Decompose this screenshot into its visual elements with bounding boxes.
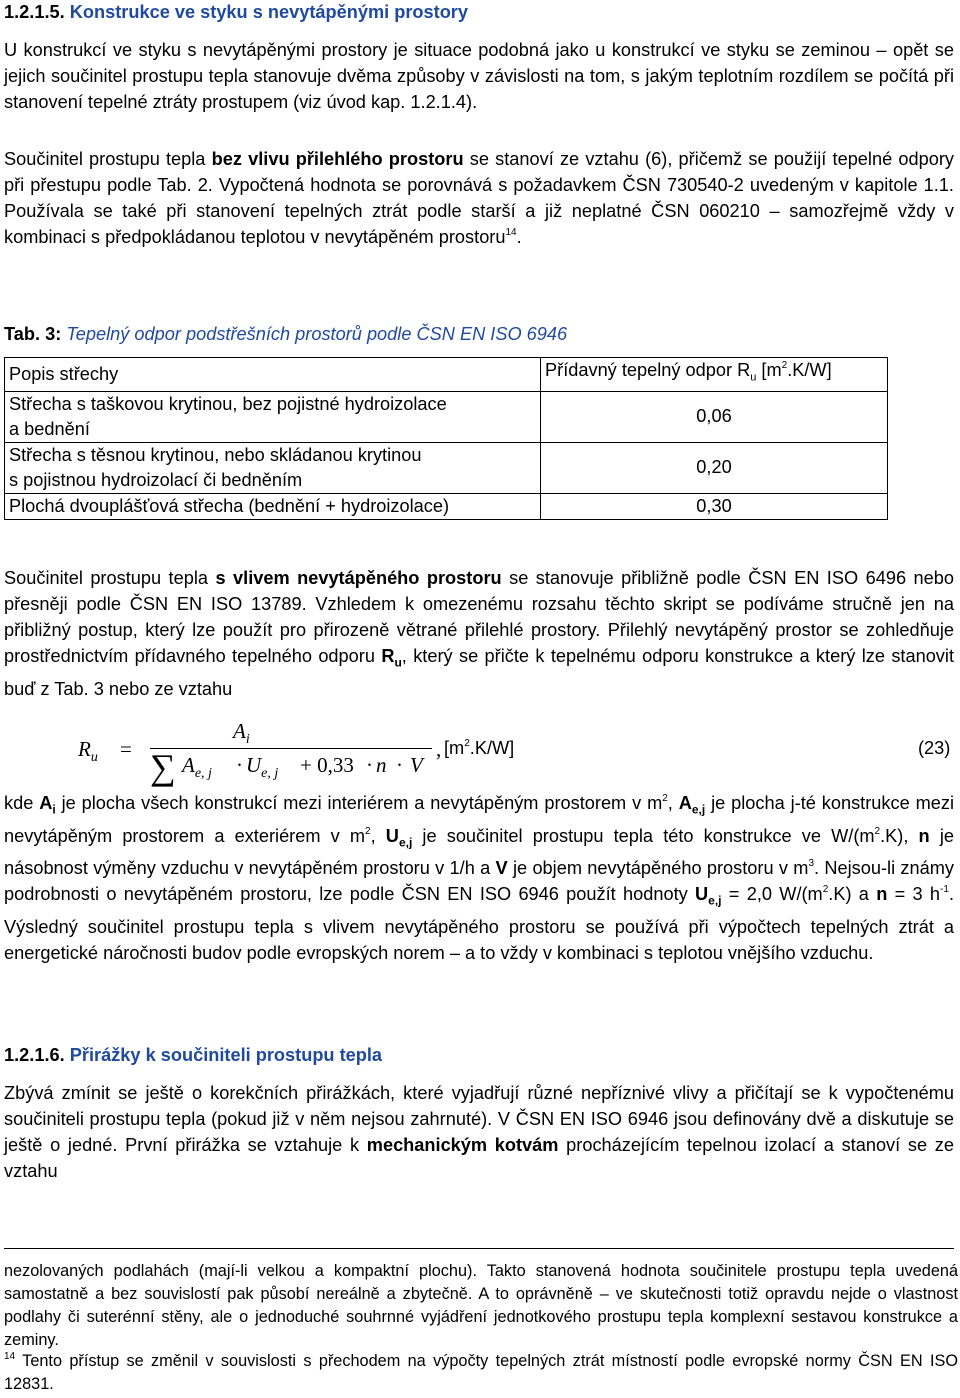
fraction-line [150,748,432,749]
table-header-row [5,358,888,392]
emphasis-bez-vlivu: bez vlivu přilehlého prostoru [211,149,464,169]
footnote-continuation: nezolovaných podlahách (mají-li velkou a kompaktní plochu). Takto stanovená hodnota součinitele prostupu tepla uvedená samostatně a bez souvislostí pak působí nereálně a zbytečně. A to oprávněně – ve skutečnosti totiž opravdu nejde o vlastnost podlahy či suterénní stěny, ale o jednoduché souhrnné vyjádření jednotkového prostupu tepla komplexní sestavou konstrukce a zeminy. [4,1262,958,1349]
formula-unit: $[m^2.K/W]$ [444,737,515,758]
table-label: Tab. 3: [4,324,62,344]
formula-23: $R_u$ = $A_i$ ∑ $A_{e, j}$ · $U_{e, j}$ + 0,33 · n · V , $[m^2.K/W]$ (23) [78,719,951,787]
header-cell-roof: Popis střechy [5,358,541,392]
resistance-value-cell: 0,30 [541,493,888,519]
table-roof-resistance [4,357,888,520]
section-heading-1-2-1-6 [4,1043,382,1067]
paragraph-without-adjacent-space: Součinitel prostupu tepla bez vlivu přilehlého prostoru se stanoví ze vztahu (6), přičemž se použijí tepelné odpory při přestupu podle Tab. 2. Vypočtená hodnota se porovnává s požadavkem ČSN 730540-2 uvedeným v kapitole 1.1. Používala se také při stanovení tepelných ztrát podle starší a již neplatné ČSN 060210 – samozřejmě vždy v kombinaci s předpokládanou teplotou v nevytápěném prostoru$^{14}$. [4,149,954,247]
formula-number: (23) [918,738,951,758]
roof-description-cell: Střecha s taškovou krytinou, bez pojistné hydroizolace a bednění [5,391,541,442]
footnote-ref-14[interactable]: 14 [505,226,517,238]
paragraph-variable-definitions: kde $A_i$ je plocha všech konstrukcí mezi interiérem a nevytápěným prostorem v $m^2$, $A_{e,j}$ je plocha j-té konstrukce mezi nevytápěným prostorem a exteriérem v $m^2$, $U_{e,j}$ je součinitel prostupu tepla této konstrukce ve $W/(m^2.K)$, n je násobnost výměny vzduchu v nevytápěném prostoru v 1/h a V je objem nevytápěného prostoru v $m^3$. Nejsou-li známy podrobnosti o nevytápěném prostoru, lze podle ČSN EN ISO 6946 použít hodnoty $U_{e,j} = 2,0$ $W/(m^2.K)$ a n = 3 $h^{-1}$. Výsledný součinitel prostupu tepla s vlivem nevytápěného prostoru se používá při výpočtech tepelných ztrát a energetické náročnosti budov podle evropských norem – a to vždy v kombinaci s teplotou vnějšího vzduchu. [4,792,955,963]
section-title: Přirážky k součiniteli prostupu tepla [69,1045,383,1065]
table-row [5,493,888,519]
table-caption [4,322,567,346]
footnote-14: $^{14}$ Tento přístup se změnil v souvislosti s přechodem na výpočty tepelných ztrát místností podle evropské normy ČSN EN ISO 12831. [4,1350,958,1393]
paragraph-intro: U konstrukcí ve styku s nevytápěnými prostory je situace podobná jako u konstrukcí ve styku se zeminou – opět se jejich součinitel prostupu tepla stanovuje dvěma způsoby v závislosti na tom, s jakým teplotním rozdílem se počítá při stanovení tepelné ztráty prostupem (viz úvod kap. 1.2.1.4). [4,40,954,112]
resistance-value-cell: 0,06 [541,391,888,442]
section-heading-1-2-1-5 [4,0,468,24]
paragraph-with-adjacent-space: Součinitel prostupu tepla s vlivem nevytápěného prostoru se stanovuje přibližně podle ČSN EN ISO 6496 nebo přesněji podle ČSN EN ISO 13789. Vzhledem k omezenému rozsahu těchto skript se podíváme stručně jen na přibližný postup, který lze použít pro přirozeně větrané přilehlé prostory. Přilehlý nevytápěný prostor se zohledňuje prostřednictvím přídavného tepelného odporu $R_u$, který se přičte k tepelnému odporu konstrukce a který lze stanovit buď z Tab. 3 nebo ze vztahu [4,568,954,699]
header-cell-resistance: Přídavný tepelný odpor $R_u$ $[m^2.K/W]$ [541,358,888,392]
paragraph-corrections: Zbývá zmínit se ještě o korekčních přirážkách, které vyjadřují různé nepříznivé vlivy a přičítají se k vypočtenému součiniteli prostupu tepla (pokud již v něm nejsou zahrnuté). V ČSN EN ISO 6946 jsou definovány dvě a diskutuje se ještě o jedné. První přirážka se vztahuje k mechanickým kotvám procházejícím tepelnou izolací a stanoví se ze vztahu [4,1083,955,1181]
emphasis-mechanicke-kotvy: mechanickým kotvám [366,1135,559,1155]
section-title: Konstrukce ve styku s nevytápěnými prostory [69,2,469,22]
table-row [5,391,888,442]
section-number: 1.2.1.5. [4,2,65,22]
footnote-mark-14: 14 [4,1350,16,1362]
table-row [5,442,888,493]
resistance-value-cell: 0,20 [541,442,888,493]
emphasis-s-vlivem: s vlivem nevytápěného prostoru [215,568,502,588]
table-caption-text: Tepelný odpor podstřešních prostorů podle ČSN EN ISO 6946 [66,324,568,344]
footnote-separator [4,1248,954,1249]
roof-description-cell: Plochá dvouplášťová střecha (bednění + hydroizolace) [5,493,541,519]
section-number: 1.2.1.6. [4,1045,65,1065]
roof-description-cell: Střecha s těsnou krytinou, nebo skládanou krytinou s pojistnou hydroizolací či bedněním [5,442,541,493]
